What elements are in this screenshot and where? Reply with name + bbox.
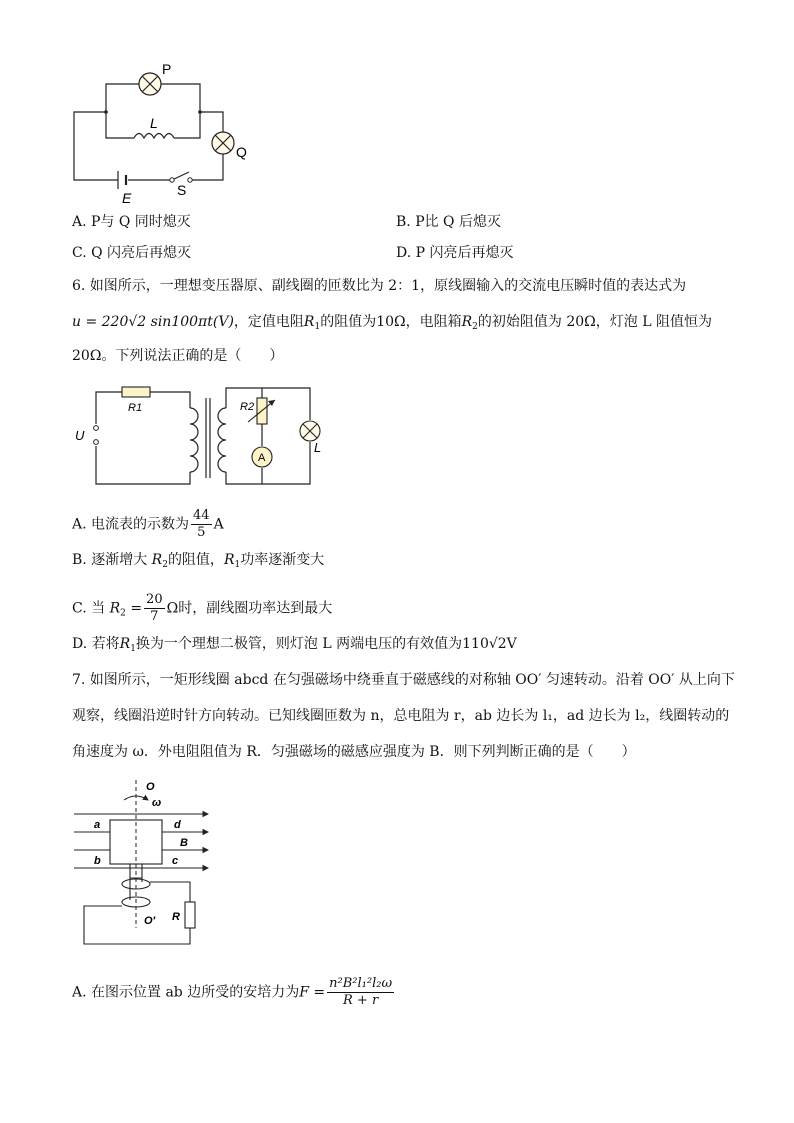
q5-option-d[interactable]: D. P 闪亮后再熄灭 — [396, 245, 514, 261]
resistor-r1-icon — [122, 387, 150, 397]
label-c: c — [172, 855, 179, 867]
label-l: L — [314, 440, 322, 455]
q6-stem-line-1: 6. 如图所示，一理想变压器原、副线圈的匝数比为 2：1，原线圈输入的交流电压瞬时值的表达式为 — [72, 278, 687, 294]
label-r2: R2 — [240, 401, 255, 413]
q6-voltage-expression: u = 220√2 sin100πt(V) — [72, 314, 234, 330]
lamp-p-icon — [139, 73, 161, 95]
q6-option-c[interactable]: C. 当 $R_2$ = $\frac{20}{7}$ Ω时，副线圈功率达到最大 — [72, 592, 333, 624]
q6-option-b[interactable]: B. 逐渐增大 $R_2$的阻值，$R_1$功率逐渐变大 — [72, 552, 325, 570]
label-b-field: B — [180, 837, 188, 849]
label-b: b — [94, 855, 101, 867]
circuit-figure-1 — [68, 60, 258, 210]
rotating-coil-figure — [72, 778, 222, 948]
lamp-q-icon — [212, 132, 234, 154]
lamp-l-icon — [300, 421, 320, 441]
q6-option-a[interactable]: A. 电流表的示数为 $\frac{44}{5}$ A — [72, 508, 224, 540]
label-o-prime: O′ — [144, 915, 156, 927]
svg-text:A: A — [258, 452, 266, 464]
q7-option-a[interactable]: A. 在图示位置 ab 边所受的安培力为F = $\frac{\text{n²B²l₁²l₂ω}}{R + r}$ — [72, 976, 393, 1008]
q7-stem-line-1: 7. 如图所示，一矩形线圈 abcd 在匀强磁场中绕垂直于磁感线的对称轴 OO′ 匀速转动。沿着 OO′ 从上向下 — [72, 672, 735, 688]
q7-stem-line-2: 观察，线圈沿逆时针方向转动。已知线圈匝数为 n，总电阻为 r，ab 边长为 l₁，ad 边长为 l₂，线圈转动的 — [72, 708, 730, 724]
label-a: a — [94, 819, 101, 831]
q5-option-b[interactable]: B. P比 Q 后熄灭 — [396, 214, 501, 230]
battery-icon — [118, 171, 126, 189]
transformer-circuit-figure — [72, 380, 342, 495]
switch-icon — [170, 178, 174, 182]
label-u: U — [75, 428, 85, 443]
label-q: Q — [236, 144, 247, 160]
label-r1: R1 — [128, 402, 143, 414]
label-s: S — [177, 182, 187, 198]
label-p: P — [162, 61, 172, 77]
q6-option-d[interactable]: D. 若将$R_1$换为一个理想二极管，则灯泡 L 两端电压的有效值为110√2V — [72, 636, 517, 654]
ammeter-icon — [252, 447, 272, 467]
resistor-r-icon — [185, 902, 195, 928]
label-o: O — [146, 781, 155, 793]
label-e: E — [122, 190, 132, 206]
q6-stem-line-3: 20Ω。下列说法正确的是（ ） — [72, 348, 284, 364]
q7-stem-line-3: 角速度为 ω．外电阻阻值为 R．匀强磁场的磁感应强度为 B．则下列判断正确的是（ ） — [72, 744, 636, 760]
q5-option-c[interactable]: C. Q 闪亮后再熄灭 — [72, 245, 192, 261]
label-d: d — [174, 819, 181, 831]
q6-stem-line-2: u = 220√2 sin100πt(V)，定值电阻$R_1$的阻值为10Ω，电阻箱$R_2$的初始阻值为 20Ω，灯泡 L 阻值恒为 — [72, 314, 712, 332]
label-l: L — [150, 115, 158, 131]
label-r: R — [172, 911, 180, 923]
q5-option-a[interactable]: A. P与 Q 同时熄灭 — [72, 214, 191, 230]
label-omega: ω — [152, 797, 162, 809]
